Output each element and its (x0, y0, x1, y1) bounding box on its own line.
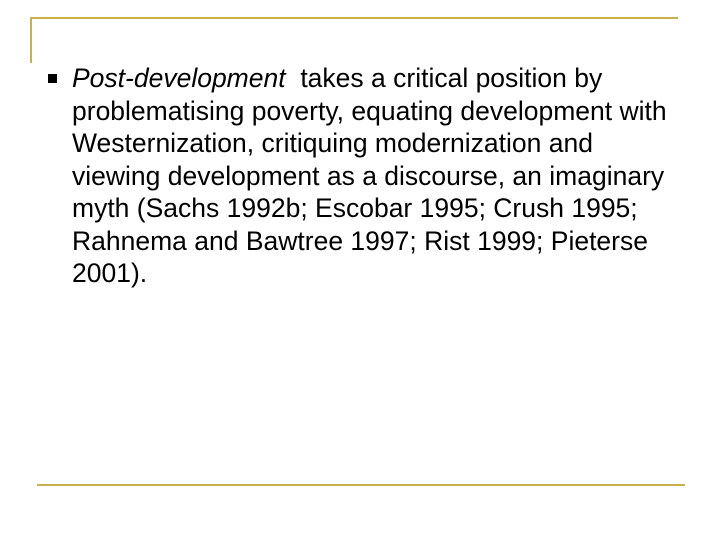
left-rule (30, 17, 32, 63)
square-bullet-icon (48, 74, 57, 83)
bottom-rule (37, 484, 685, 486)
bullet-body: takes a critical position by problematising poverty, equating development with Westernization, critiquing modernization and viewing development as a discourse, an imaginary myth (Sachs 1992b; Escobar 1995; Crush 1995; Rahnema and Bawtree 1997; Rist 1999; Pieterse 2001). (72, 63, 675, 288)
bullet-term: Post-development (72, 63, 286, 93)
bullet-text (72, 62, 687, 290)
top-rule (30, 17, 678, 19)
